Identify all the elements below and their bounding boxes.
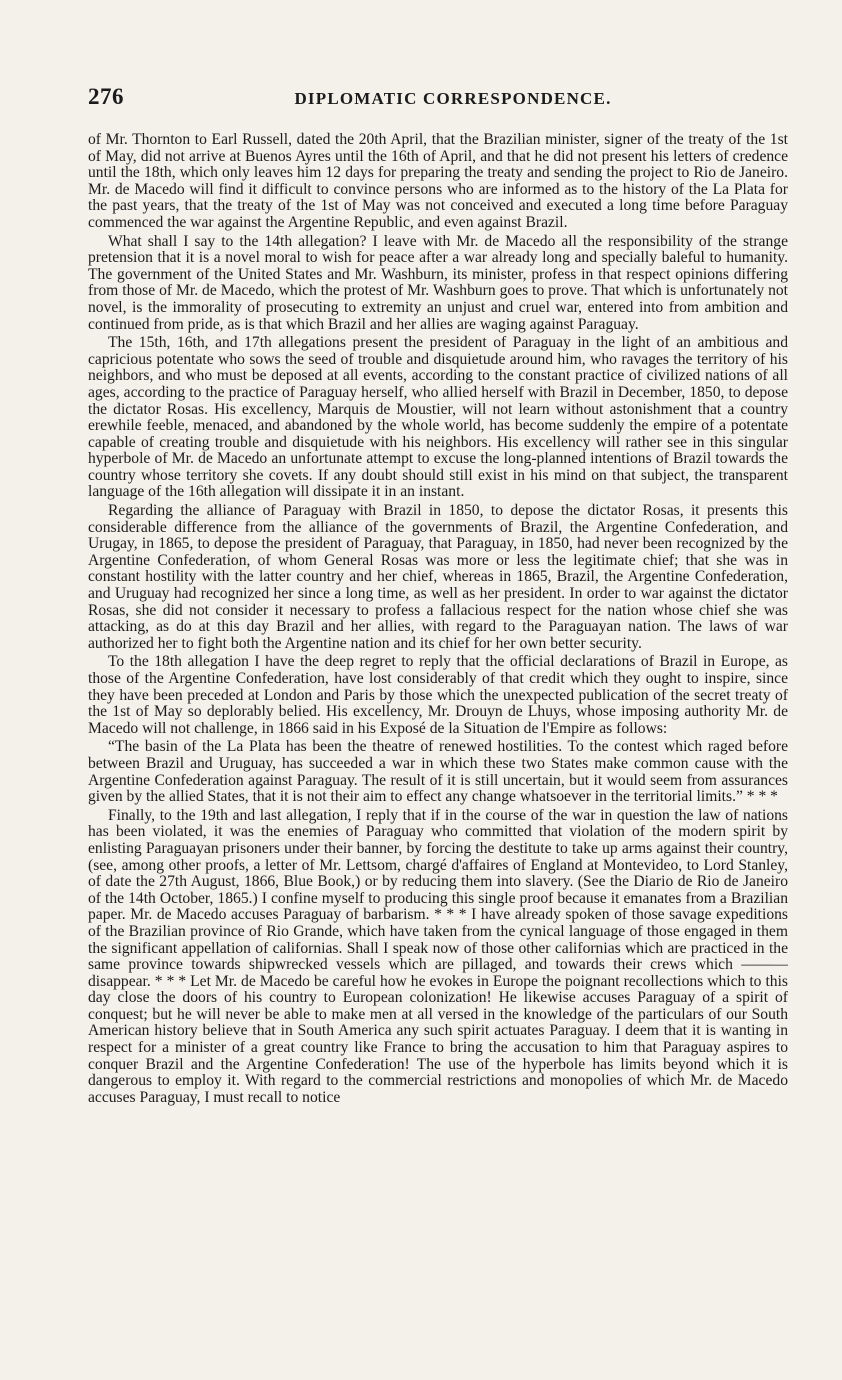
page-header [88, 84, 788, 118]
page-number: 276 [88, 84, 124, 109]
running-head: DIPLOMATIC CORRESPONDENCE. [294, 89, 612, 108]
paragraph: The 15th, 16th, and 17th allegations present the president of Paraguay in the light of an ambitious and capricious potentate who sows the seed of trouble and disquietude around him, who ravages the territory of his neighbors, and who must be deposed at all events, according to the constant practice of civilized nations of all ages, according to the practice of Paraguay herself, who allied herself with Brazil in December, 1850, to depose the dictator Rosas. His excellency, Marquis de Moustier, will not learn without astonishment that a country erewhile feeble, menaced, and abandoned by the whole world, has become suddenly the empire of a potentate capable of creating trouble and disquietude with his neighbors. His excellency will rather see in this singular hyperbole of Mr. de Macedo an unfortunate attempt to excuse the long-planned intentions of Brazil towards the country whose territory she covets. If any doubt should still exist in his mind on that subject, the transparent language of the 16th allegation will dissipate it in an instant. [88, 334, 788, 501]
paragraph: of Mr. Thornton to Earl Russell, dated the 20th April, that the Brazilian minister, signer of the treaty of the 1st of May, did not arrive at Buenos Ayres until the 16th of April, and that he did not present his letters of credence until the 18th, which only leaves him 12 days for preparing the treaty and sending the project to Rio de Janeiro. Mr. de Macedo will find it difficult to convince persons who are informed as to the history of the La Plata for the past years, that the treaty of the 1st of May was not conceived and executed a long time before Paraguay commenced the war against the Argentine Republic, and even against Brazil. [88, 131, 788, 231]
paragraph: To the 18th allegation I have the deep regret to reply that the official declarations of Brazil in Europe, as those of the Argentine Confederation, have lost considerably of that credit which they ought to inspire, since they have been preceded at London and Paris by those which the unexpected publication of the secret treaty of the 1st of May so deplorably belied. His excellency, Mr. Drouyn de Lhuys, whose imposing authority Mr. de Macedo will not challenge, in 1866 said in his Exposé de la Situation de l'Empire as follows: [88, 653, 788, 737]
paragraph: Finally, to the 19th and last allegation, I reply that if in the course of the war in question the law of nations has been violated, it was the enemies of Paraguay who committed that violation of the modern spirit by enlisting Paraguayan prisoners under their banner, by forcing the destitute to take up arms against their country, (see, among other proofs, a letter of Mr. Lettsom, chargé d'affaires of England at Montevideo, to Lord Stanley, of date the 27th August, 1866, Blue Book,) or by reducing them into slavery. (See the Diario de Rio de Janeiro of the 14th October, 1865.) I confine myself to producing this single proof because it emanates from a Brazilian paper. Mr. de Macedo accuses Paraguay of barbarism. * * * I have already spoken of those savage expeditions of the Brazilian province of Rio Grande, which have taken from the cynical language of those engaged in them the significant appellation of californias. Shall I speak now of those other californias which are practiced in the same province towards shipwrecked vessels which are pillaged, and towards their crews which ——— disappear. * * * Let Mr. de Macedo be careful how he evokes in Europe the poignant recollections which to this day close the doors of his country to European colonization! He likewise accuses Paraguay of a spirit of conquest; but he will never be able to make men at all versed in the knowledge of the particulars of our South American history believe that in South America any such spirit actuates Paraguay. I deem that it is wanting in respect for a minister of a great country like France to bring the accusation to him that Paraguay aspires to conquer Brazil and the Argentine Confederation! The use of the hyperbole has limits beyond which it is dangerous to employ it. With regard to the commercial restrictions and monopolies of which Mr. de Macedo accuses Paraguay, I must recall to notice [88, 806, 788, 1106]
paragraph: What shall I say to the 14th allegation? I leave with Mr. de Macedo all the responsibility of the strange pretension that it is a novel moral to wish for peace after a war already long and specially baleful to humanity. The government of the United States and Mr. Washburn, its minister, profess in that respect opinions differing from those of Mr. de Macedo, which the protest of Mr. Washburn goes to prove. That which is unfortunately not novel, is the immorality of prosecuting to extremity an unjust and cruel war, entered into from ambition and continued from pride, as is that which Brazil and her allies are waging against Paraguay. [88, 232, 788, 333]
quoted-paragraph: “The basin of the La Plata has been the theatre of renewed hostilities. To the contest which raged before between Brazil and Uruguay, has succeeded a war in which these two States make common cause with the Argentine Confederation against Paraguay. The result of it is still uncertain, but it would seem from assurances given by the allied States, that it is not their aim to effect any change whatsoever in the territorial limits.” * * * [88, 738, 788, 806]
document-page [88, 84, 788, 1106]
paragraph: Regarding the alliance of Paraguay with Brazil in 1850, to depose the dictator Rosas, it presents this considerable difference from the alliance of the governments of Brazil, the Argentine Confederation, and Urugay, in 1865, to depose the president of Paraguay, that Paraguay, in 1850, had never been recognized by the Argentine Confederation, of whom General Rosas was more or less the legitimate chief; that she was in constant hostility with the latter country and her chief, whereas in 1865, Brazil, the Argentine Confederation, and Uruguay had recognized her since a long time, as well as her president. In order to war against the dictator Rosas, she did not consider it necessary to profess a fallacious respect for the nation whose chief she was attacking, as do at this day Brazil and her allies, with regard to the Paraguayan nation. The laws of war authorized her to fight both the Argentine nation and its chief for her own better security. [88, 502, 788, 652]
body-text [88, 132, 788, 1106]
